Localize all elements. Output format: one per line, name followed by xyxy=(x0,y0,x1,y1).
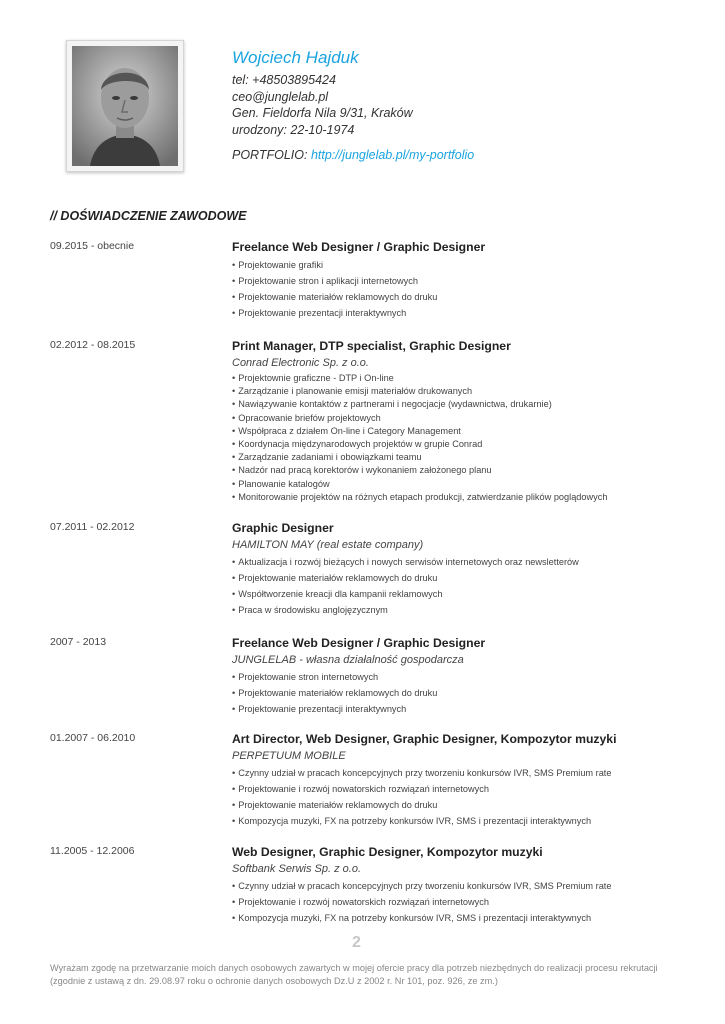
page-number: 2 xyxy=(352,934,361,951)
job-duty: • Kompozycja muzyki, FX na potrzeby konkursów IVR, SMS i prezentacji interaktywnych xyxy=(232,813,692,829)
job-duties xyxy=(232,669,692,717)
job-company: JUNGLELAB - własna działalność gospodarcza xyxy=(232,654,464,666)
job-duty: • Współpraca z działem On-line i Category Management xyxy=(232,425,692,438)
job-duty: • Projektowanie i rozwój nowatorskich rozwiązań internetowych xyxy=(232,894,692,910)
job-duty: • Współtworzenie kreacji dla kampanii reklamowych xyxy=(232,586,692,602)
job-company: Softbank Serwis Sp. z o.o. xyxy=(232,863,362,875)
job-body xyxy=(232,845,692,926)
data-consent-clause: Wyrażam zgodę na przetwarzanie moich danych osobowych zawartych w mojej ofercie pracy dla potrzeb niezbędnych do realizacji procesu rekrutacji (zgodnie z ustawą z dn. 29.08.97 roku o ochronie danych osobowych Dz.U z 2002 r. Nr 101, poz. 926, ze zm.) xyxy=(50,963,658,986)
job-duty: • Monitorowanie projektów na różnych etapach produkcji, zatwierdzanie plików poglądowych xyxy=(232,491,692,504)
job-duty: • Projektowanie i rozwój nowatorskich rozwiązań internetowych xyxy=(232,781,692,797)
job-body xyxy=(232,732,692,829)
job-duty: • Projektowanie prezentacji interaktywnych xyxy=(232,305,692,321)
job-duties xyxy=(232,765,692,829)
job-duty: • Projektowanie grafiki xyxy=(232,257,692,273)
job-duty: • Opracowanie briefów projektowych xyxy=(232,412,692,425)
job-duty: • Projektowanie stron internetowych xyxy=(232,669,692,685)
job-title: Art Director, Web Designer, Graphic Designer, Kompozytor muzyki xyxy=(232,732,617,746)
job-duty: • Nadzór nad pracą korektorów i wykonaniem założonego planu xyxy=(232,464,692,477)
job-duty: • Projektowanie stron i aplikacji internetowych xyxy=(232,273,692,289)
job-duty: • Planowanie katalogów xyxy=(232,478,692,491)
portfolio-link[interactable]: http://junglelab.pl/my-portfolio xyxy=(310,148,475,162)
job-date: 09.2015 - obecnie xyxy=(50,240,135,252)
portfolio-line xyxy=(232,148,474,162)
person-name: Wojciech Hajduk xyxy=(232,48,359,67)
job-duties xyxy=(232,878,692,926)
job-date: 07.2011 - 02.2012 xyxy=(50,521,135,533)
job-duty: • Zarządzanie zadaniami i obowiązkami teamu xyxy=(232,451,692,464)
job-title: Graphic Designer xyxy=(232,521,334,535)
job-duties xyxy=(232,372,692,504)
job-duty: • Czynny udział w pracach koncepcyjnych przy tworzeniu konkursów IVR, SMS Premium rate xyxy=(232,765,692,781)
job-title: Web Designer, Graphic Designer, Kompozytor muzyki xyxy=(232,845,543,859)
job-duty: • Projektowanie materiałów reklamowych do druku xyxy=(232,685,692,701)
job-duty: • Nawiązywanie kontaktów z partnerami i negocjacje (wydawnictwa, drukarnie) xyxy=(232,398,692,411)
job-duties xyxy=(232,257,692,321)
email[interactable]: ceo@junglelab.pl xyxy=(232,89,329,104)
job-date: 11.2005 - 12.2006 xyxy=(50,845,135,857)
job-date: 01.2007 - 06.2010 xyxy=(50,732,136,744)
job-date: 02.2012 - 08.2015 xyxy=(50,339,136,351)
job-title: Freelance Web Designer / Graphic Designer xyxy=(232,240,486,254)
job-body xyxy=(232,636,692,717)
job-date: 2007 - 2013 xyxy=(50,636,107,648)
job-body xyxy=(232,339,692,504)
job-duty: • Kompozycja muzyki, FX na potrzeby konkursów IVR, SMS i prezentacji interaktywnych xyxy=(232,910,692,926)
job-title: Print Manager, DTP specialist, Graphic Designer xyxy=(232,339,511,353)
job-duty: • Zarządzanie i planowanie emisji materiałów drukowanych xyxy=(232,385,692,398)
section-title: // DOŚWIADCZENIE ZAWODOWE xyxy=(50,209,247,223)
job-company: HAMILTON MAY (real estate company) xyxy=(232,539,424,551)
profile-photo xyxy=(72,46,178,166)
header xyxy=(232,48,474,162)
job-company: Conrad Electronic Sp. z o.o. xyxy=(232,357,369,369)
job-company: PERPETUUM MOBILE xyxy=(232,750,346,762)
job-duty: • Projektownie graficzne - DTP i On-line xyxy=(232,372,692,385)
portrait-image xyxy=(72,46,178,166)
portfolio-label: PORTFOLIO: xyxy=(232,148,311,162)
job-duty: • Praca w środowisku anglojęzycznym xyxy=(232,602,692,618)
birth-date: urodzony: 22-10-1974 xyxy=(232,122,355,137)
job-duty: • Projektowanie prezentacji interaktywnych xyxy=(232,701,692,717)
job-duty: • Aktualizacja i rozwój bieżących i nowych serwisów internetowych oraz newsletterów xyxy=(232,554,692,570)
job-body xyxy=(232,521,692,618)
job-duties xyxy=(232,554,692,618)
profile-photo-frame xyxy=(66,40,184,172)
job-duty: • Projektowanie materiałów reklamowych do druku xyxy=(232,797,692,813)
address: Gen. Fieldorfa Nila 9/31, Kraków xyxy=(232,106,413,120)
job-duty: • Projektowanie materiałów reklamowych do druku xyxy=(232,570,692,586)
job-title: Freelance Web Designer / Graphic Designer xyxy=(232,636,486,650)
job-duty: • Koordynacja międzynarodowych projektów w grupie Conrad xyxy=(232,438,692,451)
job-duty: • Czynny udział w pracach koncepcyjnych przy tworzeniu konkursów IVR, SMS Premium rate xyxy=(232,878,692,894)
job-duty: • Projektowanie materiałów reklamowych do druku xyxy=(232,289,692,305)
job-body xyxy=(232,240,692,321)
phone: tel: +48503895424 xyxy=(232,73,336,87)
